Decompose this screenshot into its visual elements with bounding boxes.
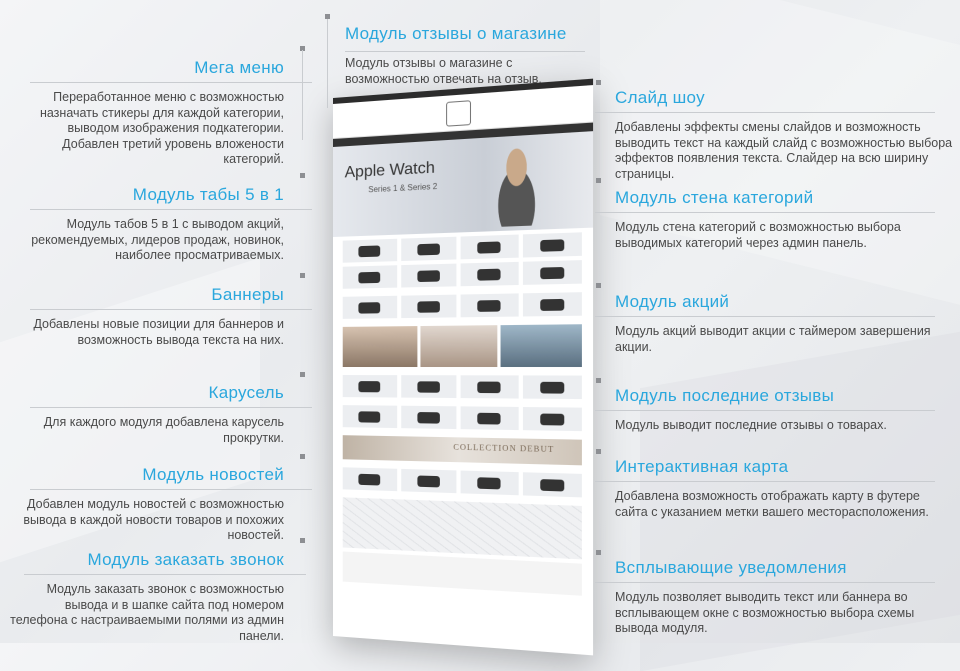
feature-title: Всплывающие уведомления bbox=[615, 558, 847, 577]
mockup-slide-title: Apple Watch bbox=[344, 159, 435, 182]
feature-callback bbox=[4, 550, 284, 644]
mockup-wide-banner bbox=[343, 435, 582, 465]
mockup-slide-subtitle: Series 1 & Series 2 bbox=[368, 181, 438, 195]
feature-title: Модуль отзывы о магазине bbox=[345, 24, 567, 43]
mockup-slide-image bbox=[485, 140, 549, 227]
feature-title: Модуль стена категорий bbox=[615, 188, 814, 207]
feature-desc: Модуль отзывы о магазине с возможностью отвечать на отзыв. bbox=[345, 56, 542, 86]
feature-desc: Модуль табов 5 в 1 с выводом акций, рекомендуемых, лидеров продаж, новинок, наиболее просматриваемых. bbox=[31, 217, 284, 262]
feature-desc: Модуль позволяет выводить текст или баннера во всплывающем окне с возможностью выбора схемы вывода модуля. bbox=[615, 590, 915, 635]
feature-carousel bbox=[10, 383, 284, 446]
feature-mega-menu bbox=[10, 58, 284, 168]
mockup-logo bbox=[446, 100, 471, 127]
feature-shop-reviews bbox=[345, 24, 595, 87]
feature-desc: Добавлены новые позиции для баннеров и возможность вывода текста на них. bbox=[33, 317, 284, 347]
feature-desc: Добавлен модуль новостей с возможностью вывода в каждой новости товаров и похожих новостей. bbox=[23, 497, 284, 542]
feature-desc: Модуль заказать звонок с возможностью вывода и в шапке сайта под номером телефона с настраиваемыми полями из админ панели. bbox=[10, 582, 284, 643]
feature-title: Модуль заказать звонок bbox=[87, 550, 284, 569]
feature-title: Модуль последние отзывы bbox=[615, 386, 835, 405]
feature-desc: Добавлены эффекты смены слайдов и возможность выводить текст на каждый слайд с возможностью выбора эффектов появления текста. Слайдер на всю ширину страницы. bbox=[615, 120, 953, 181]
feature-slideshow bbox=[615, 88, 955, 182]
store-page-mockup bbox=[333, 79, 593, 656]
connector-dot bbox=[300, 173, 305, 178]
connector-dot bbox=[300, 538, 305, 543]
feature-specials bbox=[615, 292, 955, 355]
connector-dot bbox=[596, 449, 601, 454]
feature-title: Баннеры bbox=[211, 285, 284, 304]
mockup-tabs-products bbox=[333, 288, 593, 323]
connector-line bbox=[302, 50, 303, 140]
feature-category-wall bbox=[615, 188, 955, 251]
connector-dot bbox=[300, 372, 305, 377]
mockup-news bbox=[333, 463, 593, 502]
feature-title: Мега меню bbox=[194, 58, 284, 77]
connector-line bbox=[327, 18, 328, 108]
divider bbox=[30, 407, 312, 408]
feature-latest-reviews bbox=[615, 386, 955, 434]
feature-interactive-map bbox=[615, 457, 955, 520]
mockup-slideshow bbox=[333, 131, 593, 237]
divider bbox=[595, 316, 935, 317]
divider bbox=[30, 309, 312, 310]
feature-desc: Добавлена возможность отображать карту в футере сайта с указанием метки вашего месторасположения. bbox=[615, 489, 929, 519]
feature-news bbox=[10, 465, 284, 544]
connector-dot bbox=[300, 273, 305, 278]
mockup-banners bbox=[333, 320, 593, 371]
divider bbox=[595, 481, 935, 482]
divider bbox=[595, 410, 935, 411]
mockup-carousel bbox=[333, 401, 593, 436]
divider bbox=[24, 574, 306, 575]
divider bbox=[595, 582, 935, 583]
feature-desc: Для каждого модуля добавлена карусель прокрутки. bbox=[43, 415, 284, 445]
connector-dot bbox=[596, 378, 601, 383]
mockup-map bbox=[343, 497, 582, 559]
feature-desc: Модуль стена категорий с возможностью выбора выводимых категорий через админ панель. bbox=[615, 220, 901, 250]
feature-desc: Модуль выводит последние отзывы о товарах. bbox=[615, 418, 887, 432]
connector-dot bbox=[596, 80, 601, 85]
connector-dot bbox=[596, 550, 601, 555]
connector-dot bbox=[325, 14, 330, 19]
feature-title: Слайд шоу bbox=[615, 88, 705, 107]
feature-title: Модуль акций bbox=[615, 292, 730, 311]
feature-desc: Модуль акций выводит акции с таймером завершения акции. bbox=[615, 324, 931, 354]
divider bbox=[345, 51, 585, 52]
mockup-footer bbox=[343, 551, 582, 595]
feature-popup-notifications bbox=[615, 558, 960, 637]
connector-dot bbox=[596, 283, 601, 288]
divider bbox=[595, 212, 935, 213]
feature-banners bbox=[10, 285, 284, 348]
feature-title: Карусель bbox=[208, 383, 284, 402]
feature-title: Интерактивная карта bbox=[615, 457, 789, 476]
divider bbox=[30, 209, 312, 210]
divider bbox=[595, 112, 935, 113]
feature-tabs-5in1 bbox=[10, 185, 284, 264]
connector-dot bbox=[596, 178, 601, 183]
divider bbox=[30, 82, 312, 83]
feature-title: Модуль табы 5 в 1 bbox=[132, 185, 284, 204]
feature-title: Модуль новостей bbox=[142, 465, 284, 484]
mockup-category-wall bbox=[333, 228, 593, 293]
mockup-specials bbox=[333, 371, 593, 403]
connector-dot bbox=[300, 454, 305, 459]
mockup-banner-text: COLLECTION DEBUT bbox=[453, 442, 555, 455]
divider bbox=[30, 489, 312, 490]
feature-desc: Переработанное меню с возможностью назначать стикеры для каждой категории, выводом изображения подкатегории. Добавлен третий уровень вложености категорий. bbox=[39, 90, 284, 166]
